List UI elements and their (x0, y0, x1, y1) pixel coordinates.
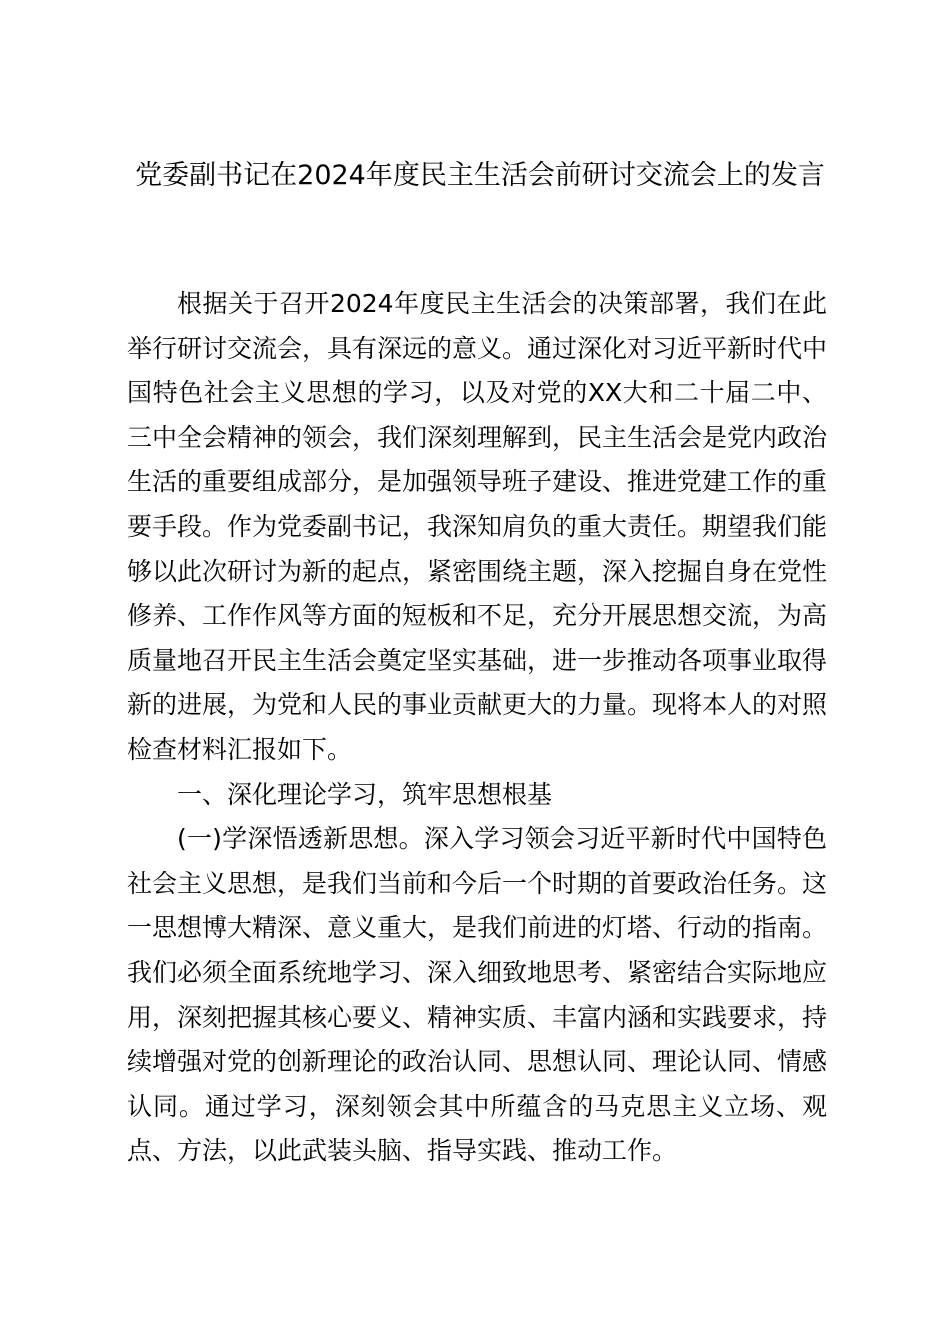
intro-paragraph: 根据关于召开2024年度民主生活会的决策部署，我们在此举行研讨交流会，具有深远的意义。通过深化对习近平新时代中国特色社会主义思想的学习，以及对党的XX大和二十届二中、三中全会精神的领会，我们深刻理解到，民主生活会是党内政治生活的重要组成部分，是加强领导班子建设、推进党建工作的重要手段。作为党委副书记，我深知肩负的重大责任。期望我们能够以此次研讨为新的起点，紧密围绕主题，深入挖掘自身在党性修养、工作作风等方面的短板和不足，充分开展思想交流，为高质量地召开民主生活会奠定坚实基础，进一步推动各项事业取得新的进展，为党和人民的事业贡献更大的力量。现将本人的对照检查材料汇报如下。 (127, 289, 828, 764)
document-body (127, 282, 827, 1174)
document-title: 党委副书记在2024年度民主生活会前研讨交流会上的发言 (135, 160, 825, 191)
section-heading: 一、深化理论学习，筑牢思想根基 (177, 779, 553, 809)
subsection-paragraph: (一)学深悟透新思想。深入学习领会习近平新时代中国特色社会主义思想，是我们当前和今后一个时期的首要政治任务。这一思想博大精深、意义重大，是我们前进的灯塔、行动的指南。我们必须全面系统地学习、深入细致地思考、紧密结合实际地应用，深刻把握其核心要义、精神实质、丰富内涵和实践要求，持续增强对党的创新理论的政治认同、思想认同、理论认同、情感认同。通过学习，深刻领会其中所蕴含的马克思主义立场、观点、方法，以此武装头脑、指导实践、推动工作。 (127, 824, 828, 1166)
